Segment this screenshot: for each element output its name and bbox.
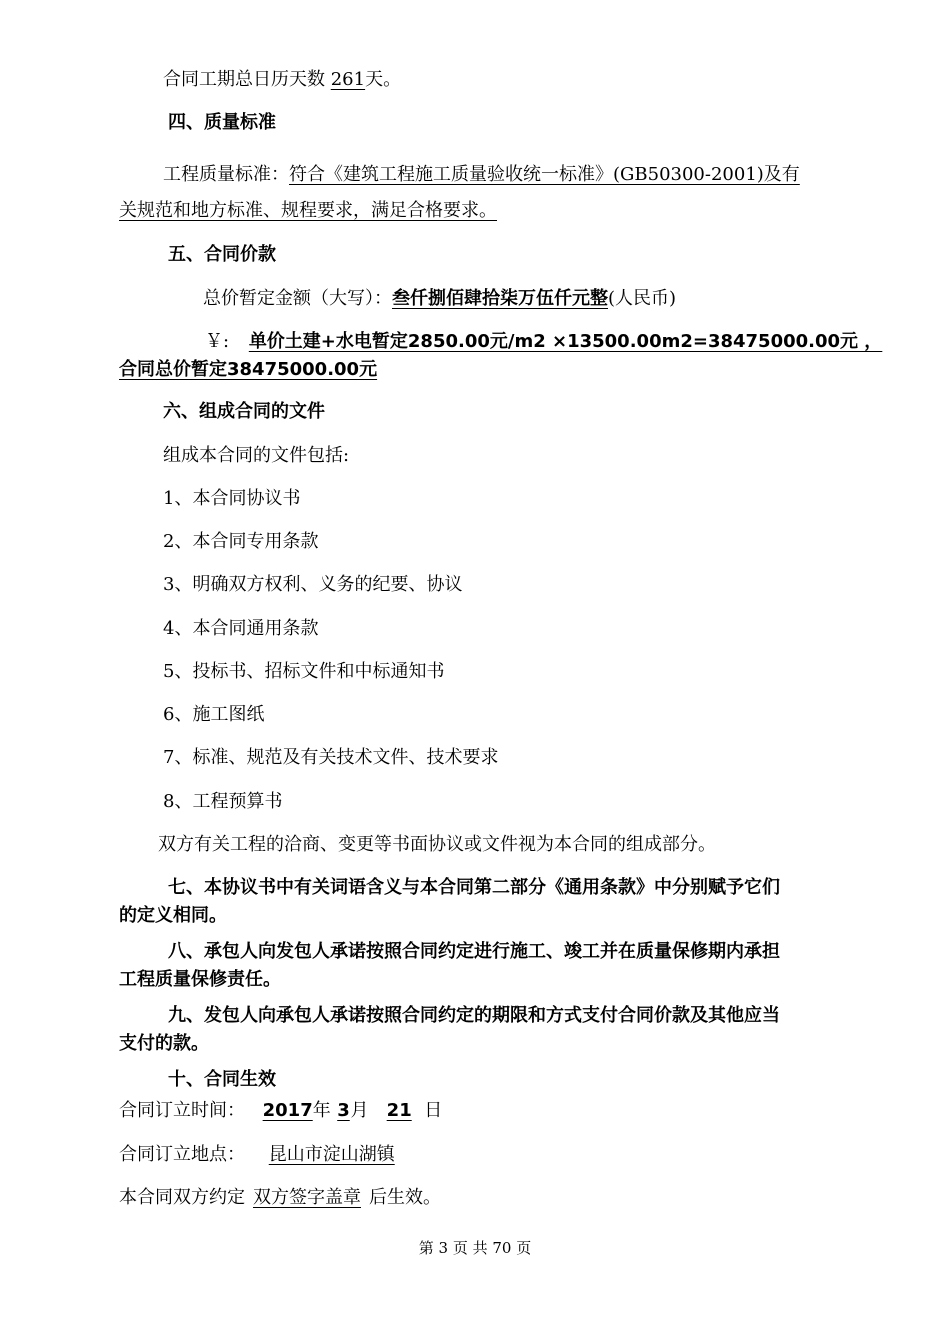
sign-date-line [119,1099,442,1123]
list-item: 7、标准、规范及有关技术文件、技术要求 [163,747,499,768]
section9-line1: 九、发包人向承包人承诺按照合同约定的期限和方式支付合同价款及其他应当 [168,1005,780,1026]
duration-suffix: 天。 [365,69,402,90]
date-month: 3 [337,1100,350,1121]
duration-line [163,68,401,92]
sign-place-line [119,1143,395,1167]
section7-line1: 七、本协议书中有关词语含义与本合同第二部分《通用条款》中分别赋予它们 [168,877,780,898]
quality-text1: 符合《建筑工程施工质量验收统一标准》(GB50300-2001)及有 [289,164,800,185]
list-item: 2、本合同专用条款 [163,531,319,552]
amount-line [203,287,676,311]
list-item: 1、本合同协议书 [163,488,301,509]
date-label: 合同订立时间： [119,1100,245,1121]
amount-label: 总价暂定金额（大写）： [203,288,392,309]
list-item: 4、本合同通用条款 [163,618,319,639]
quality-label: 工程质量标准： [163,164,289,185]
date-day: 21 [386,1100,412,1121]
amount-words: 叁仟捌佰肆拾柒万伍仟元整 [392,288,608,309]
duration-prefix: 合同工期总日历天数 [163,69,325,90]
section6-heading: 六、组成合同的文件 [163,401,325,422]
section9-line2: 支付的款。 [119,1033,209,1054]
calc-text1: 单价土建+水电暂定2850.00元/m2 ×13500.00m2=38475000.00元 ， [248,331,883,352]
date-day-unit: 日 [424,1100,443,1121]
date-year-unit: 年 [312,1100,331,1121]
date-month-unit: 月 [350,1100,369,1121]
section6-intro: 组成本合同的文件包括: [163,445,350,466]
list-item: 6、施工图纸 [163,704,265,725]
list-item: 3、明确双方权利、义务的纪要、协议 [163,574,463,595]
list-item: 8、工程预算书 [163,791,283,812]
place-label: 合同订立地点： [119,1144,245,1165]
duration-days: 261 [330,69,366,90]
calc-text2: 合同总价暂定38475000.00元 [119,359,378,380]
section5-heading: 五、合同价款 [168,244,276,265]
agree-suffix: 后生效。 [369,1187,441,1208]
effective-line [119,1186,441,1210]
section10-heading: 十、合同生效 [168,1069,276,1090]
amount-currency: (人民币) [608,288,677,309]
section7-line2: 的定义相同。 [119,905,227,926]
section8-line1: 八、承包人向发包人承诺按照合同约定进行施工、竣工并在质量保修期内承担 [168,941,780,962]
section8-line2: 工程质量保修责任。 [119,969,281,990]
date-year: 2017 [262,1100,313,1121]
list-item: 5、投标书、招标文件和中标通知书 [163,661,445,682]
section6-note: 双方有关工程的洽商、变更等书面协议或文件视为本合同的组成部分。 [158,834,716,855]
place-value: 昆山市淀山湖镇 [268,1144,395,1165]
calc-line1 [205,330,882,354]
agree-prefix: 本合同双方约定 [119,1187,245,1208]
section4-heading: 四、质量标准 [168,112,276,133]
quality-text2: 关规范和地方标准、规程要求，满足合格要求。 [119,200,497,221]
page-footer: 第 3 页 共 70 页 [418,1239,532,1257]
quality-standard-line1 [163,163,800,187]
yen-label: ￥: [205,331,230,352]
agree-value: 双方签字盖章 [253,1187,361,1208]
